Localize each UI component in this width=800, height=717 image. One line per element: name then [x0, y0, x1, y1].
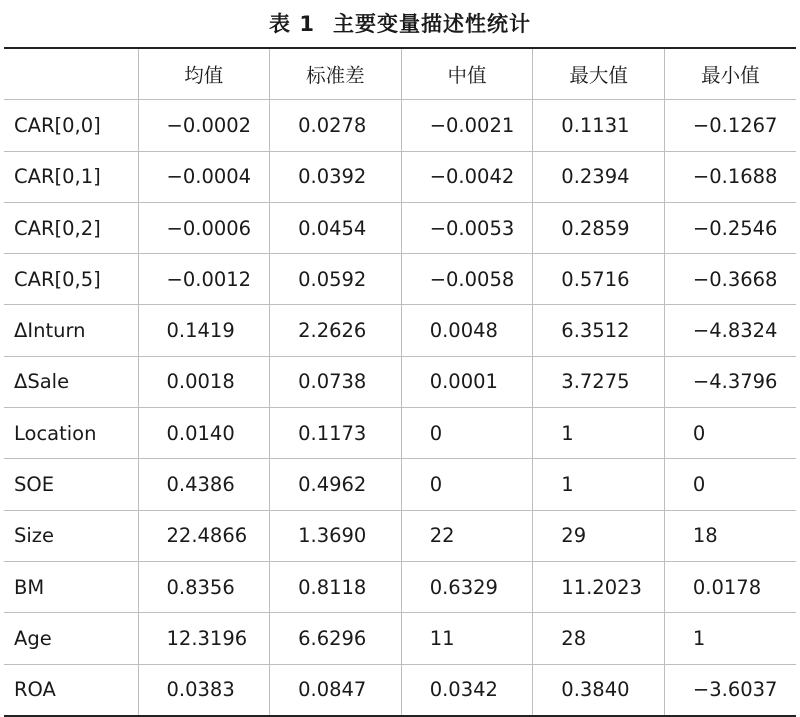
table-row — [4, 356, 796, 407]
row-label: CAR[0,5] — [4, 254, 138, 305]
table-row — [4, 305, 796, 356]
table-cell: −0.0053 — [401, 202, 533, 253]
table-cell: 0.8356 — [138, 561, 270, 612]
table-row — [4, 561, 796, 612]
table-cell: 0.0178 — [664, 561, 796, 612]
header-cell-max: 最大值 — [533, 48, 665, 100]
table-cell: 1 — [533, 459, 665, 510]
table-cell: 11 — [401, 613, 533, 664]
table-cell: −0.0021 — [401, 100, 533, 151]
table-cell: −4.8324 — [664, 305, 796, 356]
table-title — [0, 8, 800, 38]
row-label: CAR[0,1] — [4, 151, 138, 202]
table-cell: −4.3796 — [664, 356, 796, 407]
row-label: BM — [4, 561, 138, 612]
table-cell: 22.4866 — [138, 510, 270, 561]
header-cell-min: 最小值 — [664, 48, 796, 100]
table-cell: 0.5716 — [533, 254, 665, 305]
table-cell: 0.4962 — [270, 459, 402, 510]
table-cell: 0.0278 — [270, 100, 402, 151]
header-row — [4, 48, 796, 100]
table-row — [4, 254, 796, 305]
descriptive-statistics-table — [4, 47, 796, 717]
table-cell: 0.1173 — [270, 408, 402, 459]
table-number: 表 1 — [269, 12, 315, 36]
table-cell: −0.1688 — [664, 151, 796, 202]
header-cell-std: 标准差 — [270, 48, 402, 100]
table-row — [4, 408, 796, 459]
table-cell: 0 — [401, 408, 533, 459]
table-cell: 0.8118 — [270, 561, 402, 612]
table-cell: 1 — [533, 408, 665, 459]
table-cell: 0.2394 — [533, 151, 665, 202]
row-label: Size — [4, 510, 138, 561]
table-row — [4, 202, 796, 253]
table-cell: 6.3512 — [533, 305, 665, 356]
table-row — [4, 510, 796, 561]
table-cell: −0.0002 — [138, 100, 270, 151]
table-cell: 0.0001 — [401, 356, 533, 407]
header-cell-mean: 均值 — [138, 48, 270, 100]
table-cell: −0.0042 — [401, 151, 533, 202]
row-label: ΔInturn — [4, 305, 138, 356]
row-label: Age — [4, 613, 138, 664]
table-cell: −0.0012 — [138, 254, 270, 305]
row-label: ROA — [4, 664, 138, 716]
table-cell: 0.0140 — [138, 408, 270, 459]
header-cell-median: 中值 — [401, 48, 533, 100]
table-cell: 0.0592 — [270, 254, 402, 305]
table-row — [4, 459, 796, 510]
table-cell: 0.0454 — [270, 202, 402, 253]
table-row — [4, 100, 796, 151]
table-cell: 28 — [533, 613, 665, 664]
table-cell: 0.3840 — [533, 664, 665, 716]
table-cell: 0.0392 — [270, 151, 402, 202]
table-cell: 0.4386 — [138, 459, 270, 510]
table-cell: −0.0004 — [138, 151, 270, 202]
table-cell: 0.0847 — [270, 664, 402, 716]
table-cell: −0.1267 — [664, 100, 796, 151]
row-label: SOE — [4, 459, 138, 510]
table-cell: 2.2626 — [270, 305, 402, 356]
row-label: ΔSale — [4, 356, 138, 407]
table-cell: 0.6329 — [401, 561, 533, 612]
table-cell: −0.3668 — [664, 254, 796, 305]
table-cell: 0.2859 — [533, 202, 665, 253]
table-cell: 0 — [664, 459, 796, 510]
table-caption: 主要变量描述性统计 — [332, 12, 531, 36]
table-row — [4, 664, 796, 716]
table-cell: 6.6296 — [270, 613, 402, 664]
table-cell: 1 — [664, 613, 796, 664]
header-cell — [4, 48, 138, 100]
table-cell: 0.0738 — [270, 356, 402, 407]
table-cell: 29 — [533, 510, 665, 561]
table-cell: 22 — [401, 510, 533, 561]
table-cell: 0 — [401, 459, 533, 510]
table-row — [4, 151, 796, 202]
row-label: Location — [4, 408, 138, 459]
table-cell: 12.3196 — [138, 613, 270, 664]
table-cell: 18 — [664, 510, 796, 561]
table-cell: −0.0058 — [401, 254, 533, 305]
table-cell: 3.7275 — [533, 356, 665, 407]
table-cell: 0.1419 — [138, 305, 270, 356]
row-label: CAR[0,0] — [4, 100, 138, 151]
table-cell: 0.1131 — [533, 100, 665, 151]
table-row — [4, 613, 796, 664]
row-label: CAR[0,2] — [4, 202, 138, 253]
table-cell: 0 — [664, 408, 796, 459]
table-cell: 0.0383 — [138, 664, 270, 716]
table-cell: 1.3690 — [270, 510, 402, 561]
table-cell: −3.6037 — [664, 664, 796, 716]
table-cell: 0.0048 — [401, 305, 533, 356]
table-cell: −0.0006 — [138, 202, 270, 253]
table-cell: −0.2546 — [664, 202, 796, 253]
table-cell: 0.0342 — [401, 664, 533, 716]
table-cell: 11.2023 — [533, 561, 665, 612]
table-cell: 0.0018 — [138, 356, 270, 407]
